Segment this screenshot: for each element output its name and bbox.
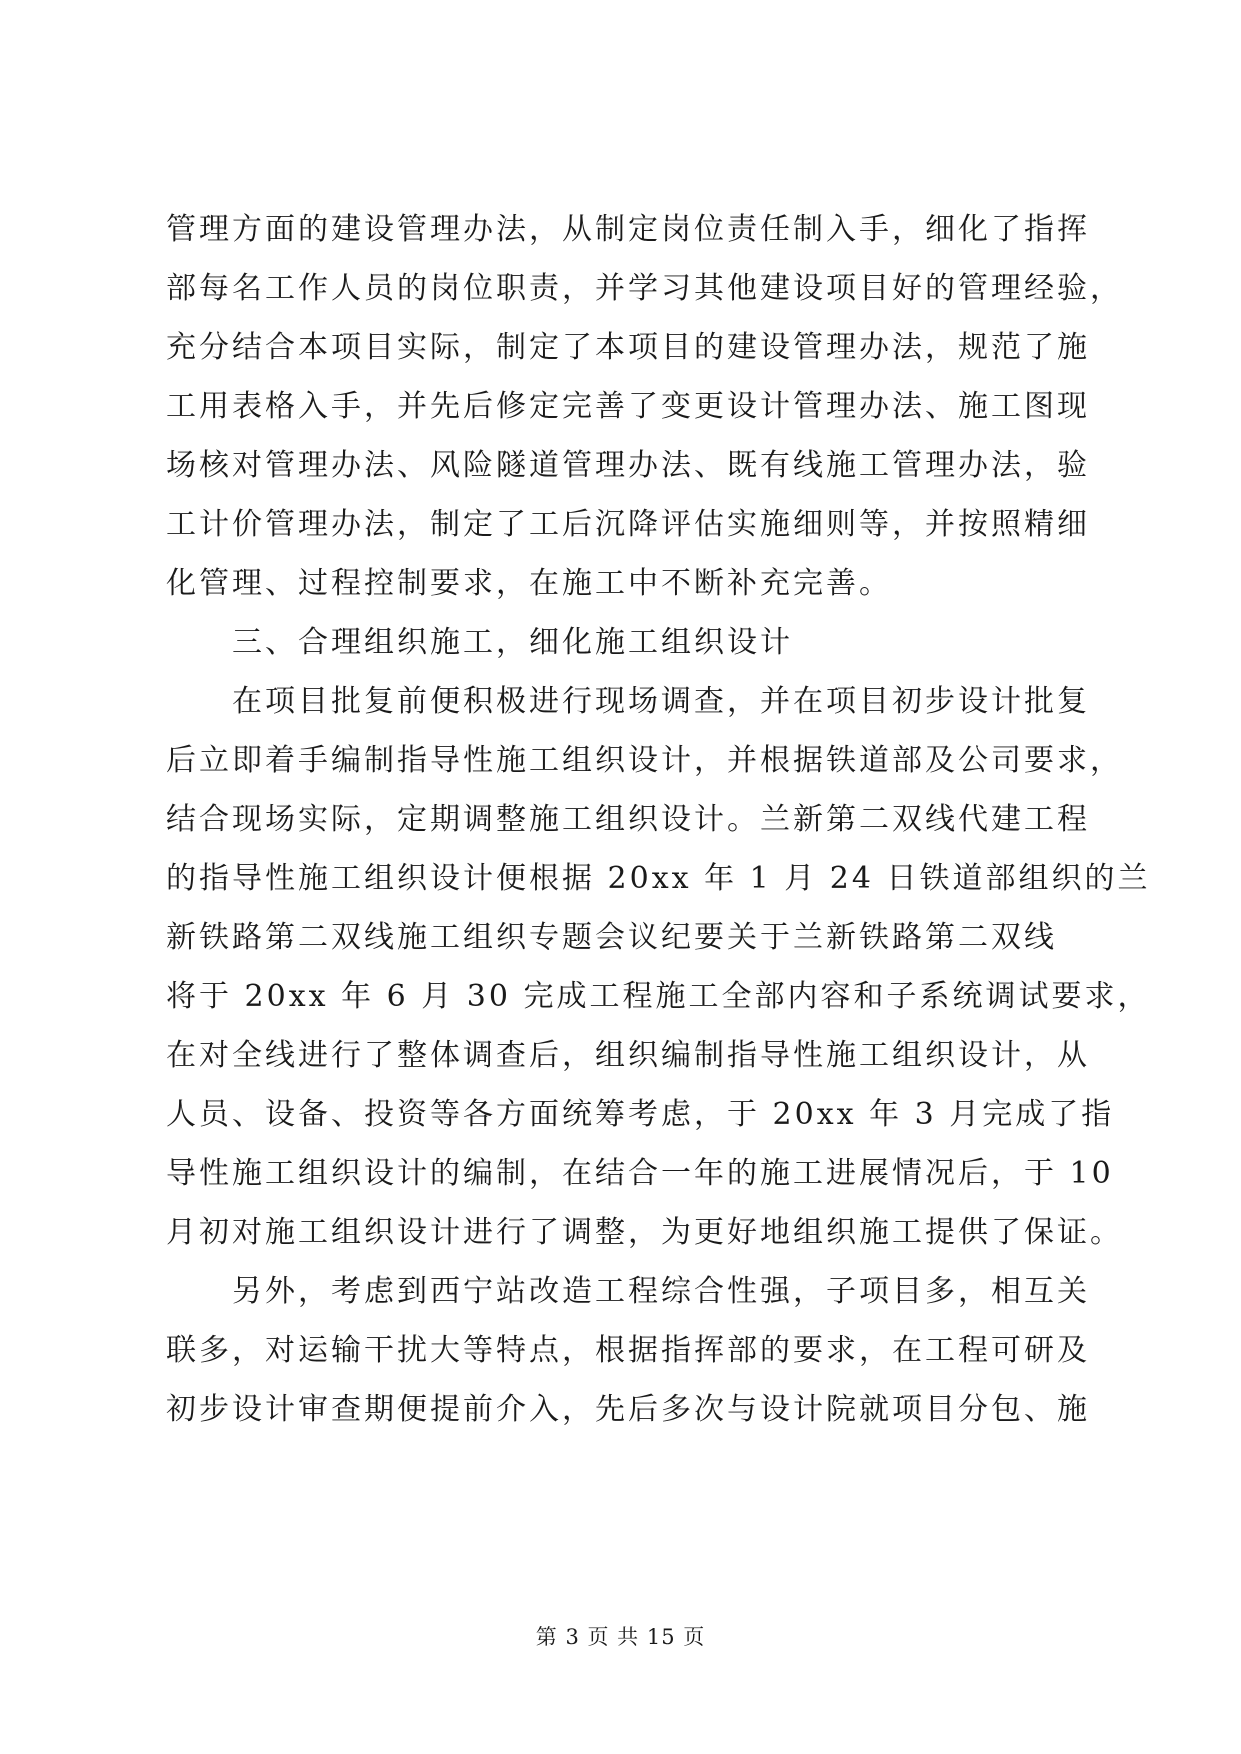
text-line: 在项目批复前便积极进行现场调查，并在项目初步设计批复 [232, 684, 1090, 719]
text-line: 月初对施工组织设计进行了调整，为更好地组织施工提供了保证。 [166, 1215, 1123, 1250]
text-line: 部每名工作人员的岗位职责，并学习其他建设项目好的管理经验， [166, 271, 1123, 306]
text-line: 工用表格入手，并先后修定完善了变更设计管理办法、施工图现 [166, 389, 1090, 424]
text-line: 导性施工组织设计的编制，在结合一年的施工进展情况后，于 10 [166, 1156, 1114, 1191]
text-line: 另外，考虑到西宁站改造工程综合性强，子项目多，相互关 [232, 1274, 1090, 1309]
text-line: 管理方面的建设管理办法，从制定岗位责任制入手，细化了指挥 [166, 212, 1090, 247]
text-line: 联多，对运输干扰大等特点，根据指挥部的要求，在工程可研及 [166, 1333, 1090, 1368]
text-line: 化管理、过程控制要求，在施工中不断补充完善。 [166, 566, 892, 601]
text-line: 初步设计审查期便提前介入，先后多次与设计院就项目分包、施 [166, 1392, 1090, 1427]
text-line: 工计价管理办法，制定了工后沉降评估实施细则等，并按照精细 [166, 507, 1090, 542]
text-line: 人员、设备、投资等各方面统筹考虑，于 20xx 年 3 月完成了指 [166, 1097, 1115, 1132]
text-line: 充分结合本项目实际，制定了本项目的建设管理办法，规范了施 [166, 330, 1090, 365]
text-line: 结合现场实际，定期调整施工组织设计。兰新第二双线代建工程 [166, 802, 1090, 837]
section-heading: 三、合理组织施工，细化施工组织设计 [232, 625, 793, 660]
text-line: 将于 20xx 年 6 月 30 完成工程施工全部内容和子系统调试要求， [166, 979, 1151, 1014]
text-line: 场核对管理办法、风险隧道管理办法、既有线施工管理办法，验 [166, 448, 1090, 483]
text-line: 的指导性施工组织设计便根据 20xx 年 1 月 24 日铁道部组织的兰 [166, 861, 1151, 896]
text-line: 在对全线进行了整体调查后，组织编制指导性施工组织设计，从 [166, 1038, 1090, 1073]
text-line: 新铁路第二双线施工组织专题会议纪要关于兰新铁路第二双线 [166, 920, 1057, 955]
text-line: 后立即着手编制指导性施工组织设计，并根据铁道部及公司要求， [166, 743, 1123, 778]
page-footer: 第 3 页 共 15 页 [535, 1625, 706, 1649]
